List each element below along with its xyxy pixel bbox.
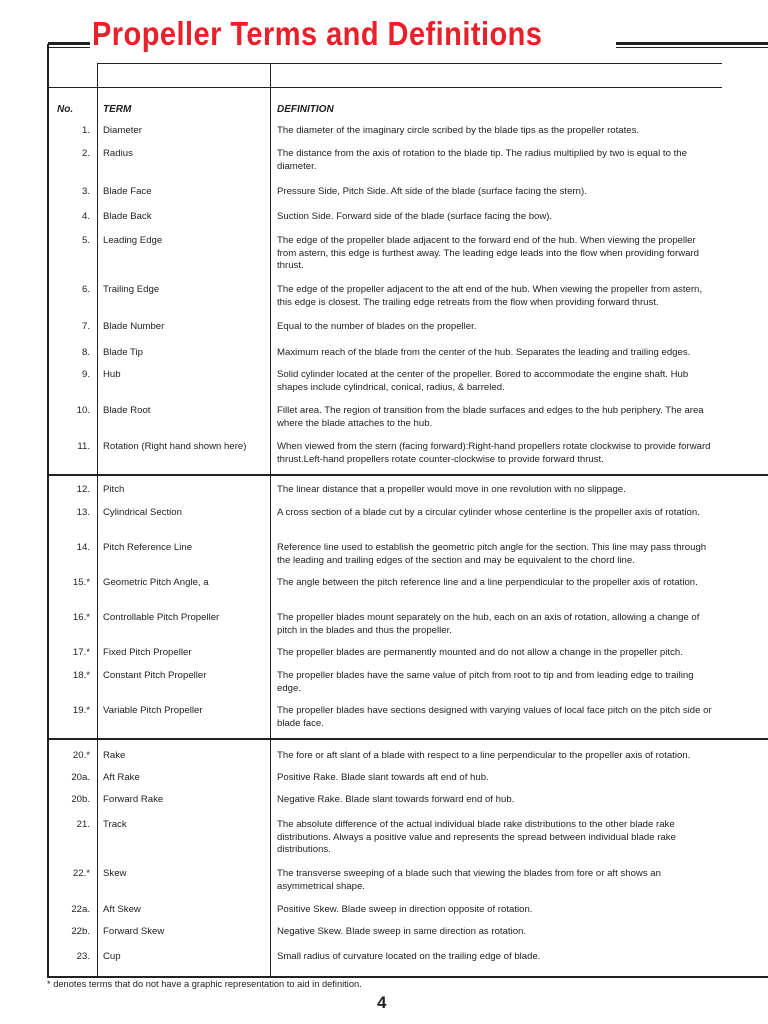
row-definition: The propeller blades have sections designed with varying values of local face pitch on the pitch side or blade face. — [277, 705, 712, 729]
row-definition: The diameter of the imaginary circle scribed by the blade tips as the propeller rotates. — [277, 125, 640, 136]
row-definition: When viewed from the stern (facing forward):Right-hand propellers rotate clockwise to provide forward thrust.Left-hand propellers rotate counter-clockwise to provide forward thrust. — [277, 441, 711, 465]
row-definition: Negative Skew. Blade sweep in same direction as rotation. — [277, 926, 527, 937]
group-divider-2 — [48, 738, 768, 740]
header-top-rule — [97, 63, 722, 64]
row-number: 23. — [76, 951, 90, 962]
row-number: 6. — [81, 284, 90, 295]
row-definition: The edge of the propeller adjacent to the aft end of the hub. When viewing the propeller from astern, this edge is closest. The trailing edge retreats from the flow when providing forward thrust. — [277, 284, 703, 308]
row-term: Hub — [103, 369, 121, 380]
row-definition: The propeller blades mount separately on the hub, each on an axis of rotation, allowing a change of pitch in the blades and thus the propeller. — [277, 612, 700, 636]
row-definition: The propeller blades are permanently mounted and do not allow a change in the propeller pitch. — [277, 647, 683, 658]
row-term: Forward Skew — [103, 926, 165, 937]
row-definition: Small radius of curvature located on the trailing edge of blade. — [277, 951, 541, 962]
group-divider-1 — [48, 474, 768, 476]
row-number: 22b. — [71, 926, 90, 937]
row-definition: Pressure Side, Pitch Side. Aft side of the blade (surface facing the stern). — [277, 186, 587, 197]
row-term: Geometric Pitch Angle, a — [103, 577, 209, 588]
row-term: Variable Pitch Propeller — [103, 705, 203, 716]
row-number: 14. — [76, 542, 90, 553]
row-definition: Maximum reach of the blade from the center of the hub. Separates the leading and trailing edges. — [277, 347, 691, 358]
row-number: 16.* — [72, 612, 90, 623]
row-term: Trailing Edge — [103, 284, 160, 295]
row-number: 20.* — [72, 750, 90, 761]
row-term: Cylindrical Section — [103, 507, 182, 518]
row-definition: Reference line used to establish the geometric pitch angle for the section. This line may pass through the leading and trailing edges of the section and may be equivalent to the chord line. — [277, 542, 707, 566]
row-definition: The fore or aft slant of a blade with respect to a line perpendicular to the propeller axis of rotation. — [277, 750, 691, 761]
row-number: 12. — [76, 484, 90, 495]
row-number: 22.* — [72, 868, 90, 879]
row-definition: The transverse sweeping of a blade such that viewing the blades from fore or aft shows an asymmetrical shape. — [277, 868, 661, 892]
row-term: Pitch — [103, 484, 125, 495]
row-number: 13. — [76, 507, 90, 518]
row-number: 10. — [76, 405, 90, 416]
row-term: Cup — [103, 951, 121, 962]
row-definition: Negative Rake. Blade slant towards forward end of hub. — [277, 794, 515, 805]
header-term: TERM — [103, 104, 132, 115]
row-term: Blade Root — [103, 405, 151, 416]
page-title: Propeller Terms and Definitions — [92, 15, 543, 52]
row-definition: The edge of the propeller blade adjacent to the forward end of the hub. When viewing the propeller from astern, this edge is furthest away. The leading edge leads into the flow when providing forward thrust. — [277, 235, 700, 271]
row-number: 9. — [81, 369, 90, 380]
row-term: Aft Rake — [103, 772, 140, 783]
row-term: Diameter — [103, 125, 142, 136]
row-definition: The linear distance that a propeller would move in one revolution with no slippage. — [277, 484, 626, 495]
page-number: 4 — [377, 993, 387, 1012]
row-term: Aft Skew — [103, 904, 141, 915]
row-number: 5. — [81, 235, 90, 246]
row-number: 3. — [81, 186, 90, 197]
row-term: Leading Edge — [103, 235, 163, 246]
row-term: Forward Rake — [103, 794, 164, 805]
row-number: 8. — [81, 347, 90, 358]
row-term: Rotation (Right hand shown here) — [103, 441, 247, 452]
header-rule — [48, 87, 722, 88]
row-term: Fixed Pitch Propeller — [103, 647, 192, 658]
row-number: 18.* — [72, 670, 90, 681]
row-number: 21. — [76, 819, 90, 830]
footnote: * denotes terms that do not have a graphic representation to aid in definition. — [47, 979, 362, 989]
row-definition: The angle between the pitch reference line and a line perpendicular to the propeller axis of rotation. — [277, 577, 698, 588]
row-number: 19.* — [72, 705, 90, 716]
row-term: Radius — [103, 148, 133, 159]
row-term: Pitch Reference Line — [103, 542, 193, 553]
row-definition: Equal to the number of blades on the propeller. — [277, 321, 477, 332]
row-definition: Solid cylinder located at the center of the propeller. Bored to accommodate the engine shaft. Hub shapes include cylindrical, conical, radius, & barreled. — [277, 369, 689, 393]
row-number: 17.* — [72, 647, 90, 658]
row-number: 11. — [77, 441, 90, 452]
row-term: Skew — [103, 868, 127, 879]
row-number: 1. — [81, 125, 90, 136]
row-definition: Positive Rake. Blade slant towards aft end of hub. — [277, 772, 489, 783]
column-divider-1 — [97, 63, 98, 976]
row-number: 15.* — [72, 577, 90, 588]
header-definition: DEFINITION — [277, 104, 334, 115]
row-term: Constant Pitch Propeller — [103, 670, 207, 681]
row-definition: The absolute difference of the actual individual blade rake distributions to the other blade rake distributions. Always a positive value and represents the spread between individual blade rake distributions. — [277, 819, 676, 855]
row-definition: Positive Skew. Blade sweep in direction opposite of rotation. — [277, 904, 533, 915]
row-definition: Suction Side. Forward side of the blade (surface facing the bow). — [277, 211, 553, 222]
row-term: Blade Back — [103, 211, 152, 222]
header-no: No. — [57, 104, 74, 115]
row-definition: The propeller blades have the same value of pitch from root to tip and from leading edge to trailing edge. — [277, 670, 694, 694]
row-term: Blade Tip — [103, 347, 144, 358]
row-term: Controllable Pitch Propeller — [103, 612, 220, 623]
column-divider-2 — [270, 63, 271, 976]
row-term: Blade Number — [103, 321, 165, 332]
row-number: 4. — [81, 211, 90, 222]
row-number: 2. — [81, 148, 90, 159]
row-number: 20b. — [71, 794, 90, 805]
row-term: Rake — [103, 750, 126, 761]
row-number: 20a. — [71, 772, 90, 783]
row-definition: The distance from the axis of rotation to the blade tip. The radius multiplied by two is equal to the diameter. — [277, 148, 687, 172]
row-definition: A cross section of a blade cut by a circular cylinder whose centerline is the propeller axis of rotation. — [277, 507, 700, 518]
row-term: Track — [103, 819, 127, 830]
row-term: Blade Face — [103, 186, 152, 197]
row-number: 7. — [81, 321, 90, 332]
row-definition: Fillet area. The region of transition from the blade surfaces and edges to the hub periphery. The area where the blade attaches to the hub. — [277, 405, 704, 429]
row-number: 22a. — [71, 904, 90, 915]
